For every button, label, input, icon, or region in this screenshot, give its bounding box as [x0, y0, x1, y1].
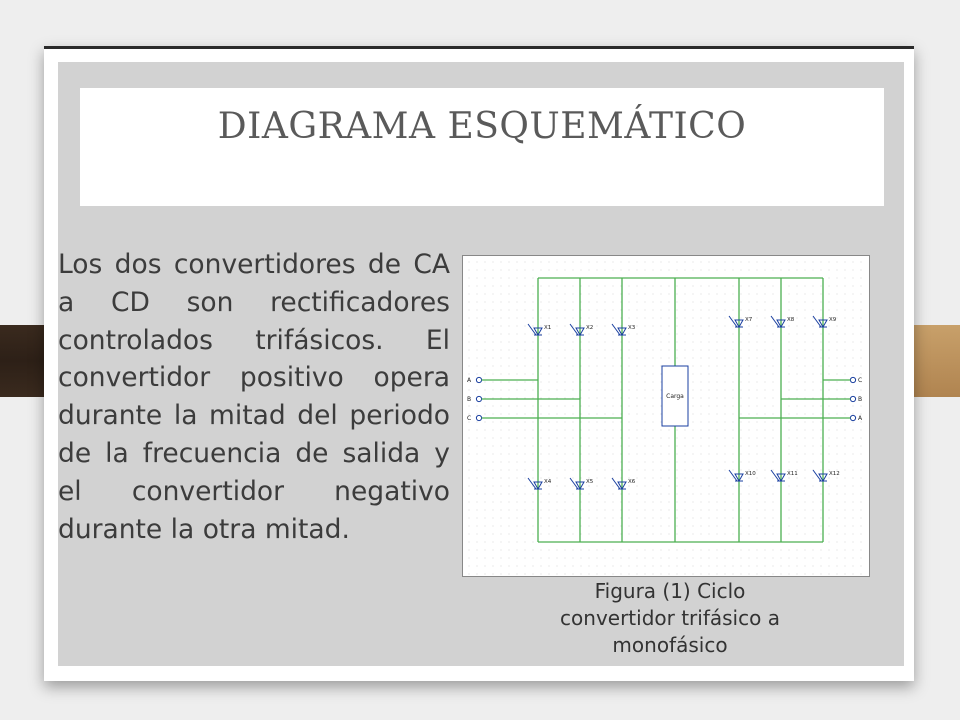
input-terminal-right [850, 396, 855, 401]
svg-text:X4: X4 [544, 479, 552, 485]
input-terminal-left [476, 377, 481, 382]
thyristor-x3 [612, 324, 636, 335]
svg-text:X10: X10 [745, 471, 756, 477]
title-box [80, 88, 884, 206]
thyristor-x8 [771, 316, 795, 327]
caption-line-2: convertidor trifásico a [560, 606, 780, 630]
svg-text:X5: X5 [586, 479, 594, 485]
svg-text:X11: X11 [787, 471, 798, 477]
thyristor-x10 [729, 470, 756, 481]
caption-line-1: Figura (1) Ciclo [594, 579, 746, 603]
svg-text:X7: X7 [745, 317, 753, 323]
input-label-left: A [467, 377, 472, 384]
body-paragraph: Los dos convertidores de CA a CD son rectificadores controlados trifásicos. El convertidor positivo opera durante la mitad del periodo de la frecuencia de salida y el convertidor negativo durante la otra mitad. [58, 249, 450, 545]
svg-text:X3: X3 [628, 325, 636, 331]
input-terminal-left [476, 396, 481, 401]
svg-text:X6: X6 [628, 479, 636, 485]
thyristor-x11 [771, 470, 798, 481]
svg-text:X2: X2 [586, 325, 594, 331]
input-label-left: C [467, 415, 472, 422]
input-label-left: B [467, 396, 472, 403]
thyristor-x6 [612, 478, 636, 489]
svg-text:X12: X12 [829, 471, 840, 477]
input-terminal-right [850, 377, 855, 382]
input-terminal-right [850, 415, 855, 420]
thyristor-x2 [570, 324, 593, 335]
svg-text:X8: X8 [787, 317, 795, 323]
svg-text:X9: X9 [829, 317, 837, 323]
caption-line-3: monofásico [612, 633, 728, 657]
wood-background-right [910, 325, 960, 397]
input-label-right: B [858, 396, 863, 403]
thyristor-x1 [528, 324, 551, 335]
thyristor-x5 [570, 478, 594, 489]
thyristor-x9 [813, 316, 837, 327]
thyristor-x4 [528, 478, 552, 489]
input-terminal-left [476, 415, 481, 420]
input-label-right: C [858, 377, 863, 384]
thyristor-x12 [813, 470, 840, 481]
circuit-diagram [463, 256, 869, 576]
input-label-right: A [858, 415, 863, 422]
svg-text:X1: X1 [544, 325, 552, 331]
figure-caption [520, 578, 820, 659]
circuit-figure [462, 255, 870, 577]
load-label: Carga [666, 393, 684, 400]
slide-title: DIAGRAMA ESQUEMÁTICO [217, 106, 747, 147]
